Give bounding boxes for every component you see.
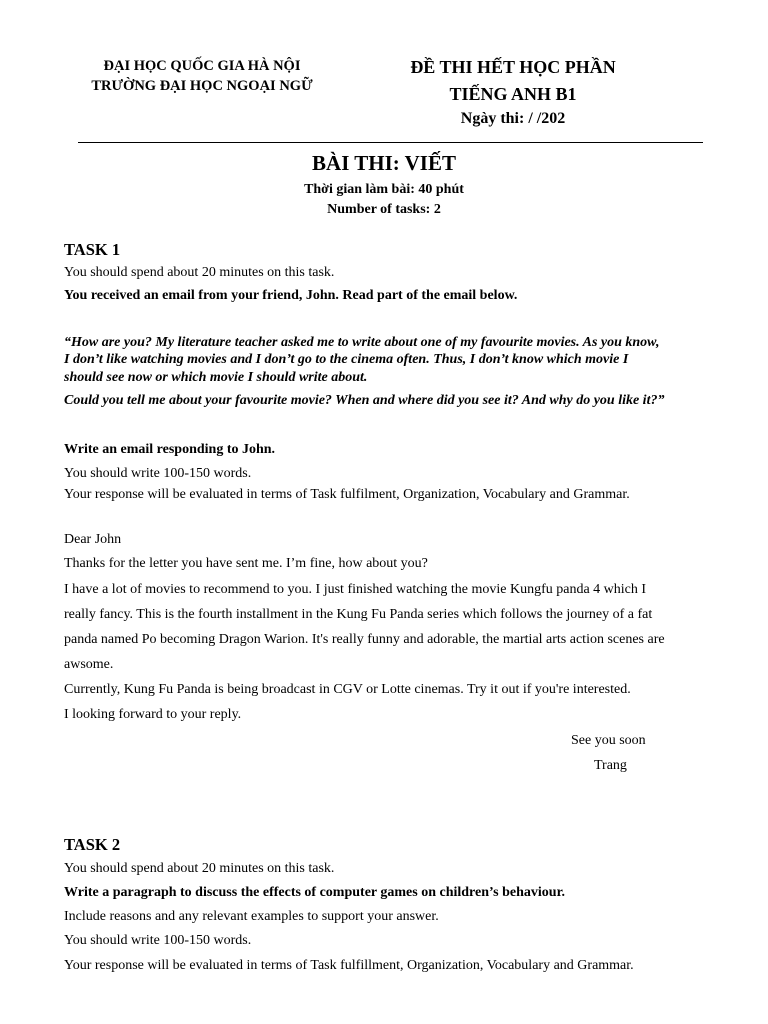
university-name: ĐẠI HỌC QUỐC GIA HÀ NỘI [103,58,301,74]
response-signature: Trang [594,758,627,773]
response-line: I looking forward to your reply. [64,707,242,722]
task2-heading: TASK 2 [64,835,121,854]
task1-write-task: Write an email responding to John. [64,442,276,457]
response-greeting: Dear John [64,532,122,547]
test-time: Thời gian làm bài: 40 phút [304,182,464,197]
task1-email-line: “How are you? My literature teacher asked me to write about one of my favourite movies. As you know, [64,335,660,350]
task1-evaluation: Your response will be evaluated in terms of Task fulfilment, Organization, Vocabulary and Grammar. [64,487,630,502]
exam-date: Ngày thi: / /202 [460,110,566,127]
task2-include: Include reasons and any relevant examples to support your answer. [64,909,439,924]
response-line: Currently, Kung Fu Panda is being broadcast in CGV or Lotte cinemas. Try it out if you're interested. [64,682,631,697]
header-divider [78,142,703,143]
response-line: Thanks for the letter you have sent me. I’m fine, how about you? [64,556,428,571]
exam-title: ĐỀ THI HẾT HỌC PHẦN [410,57,616,77]
task2-instruction: Write a paragraph to discuss the effects of computer games on children’s behaviour. [64,885,565,900]
task2-evaluation: Your response will be evaluated in terms of Task fulfillment, Organization, Vocabulary and Grammar. [64,958,634,973]
task1-email-question: Could you tell me about your favourite movie? When and where did you see it? And why do you like it?” [64,393,665,408]
task2-time-note: You should spend about 20 minutes on this task. [64,861,335,876]
task1-time-note: You should spend about 20 minutes on this task. [64,265,335,280]
test-title: BÀI THI: VIẾT [312,151,456,175]
test-num-tasks: Number of tasks: 2 [327,202,441,217]
response-line: panda named Po becoming Dragon Warion. It's really funny and adorable, the martial arts action scenes are [64,632,665,647]
task2-word-count: You should write 100-150 words. [64,933,252,948]
school-name: TRƯỜNG ĐẠI HỌC NGOẠI NGỮ [91,78,313,94]
task1-heading: TASK 1 [64,240,121,259]
response-line: awsome. [64,657,114,672]
task1-word-count: You should write 100-150 words. [64,466,252,481]
response-line: really fancy. This is the fourth installment in the Kung Fu Panda series which follows the journey of a fat [64,607,653,622]
task1-email-line: should see now or which movie I should write about. [64,370,368,385]
course-name: TIẾNG ANH B1 [449,84,577,104]
response-line: I have a lot of movies to recommend to you. I just finished watching the movie Kungfu panda 4 which I [64,582,647,597]
response-closing: See you soon [571,733,646,748]
task1-email-line: I don’t like watching movies and I don’t go to the cinema often. Thus, I don’t know which movie I [64,352,629,367]
task1-instruction: You received an email from your friend, John. Read part of the email below. [64,288,518,303]
